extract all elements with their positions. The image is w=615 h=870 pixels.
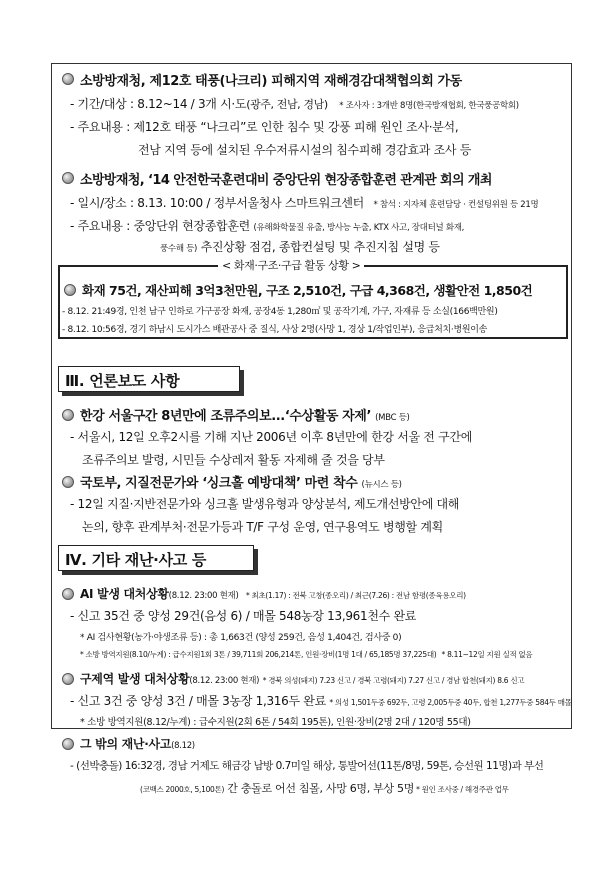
s2-date-label: - 일시/장소 : 8.13. 10:00 / 정부서울청사 스마트워크센터: [70, 196, 364, 210]
fmd-heading: [80, 670, 524, 687]
ai-line: - 신고 35건 중 양성 29건(음성 6) / 매몰 548농장 13,961천수 완료: [70, 609, 417, 623]
etc-line1: - (선박충돌) 16:32경, 경남 거제도 해금강 남방 0.7미일 해상, 통발어선(11톤/8명, 59톤, 승선원 11명)과 부선: [70, 760, 544, 772]
fmd-title: 구제역 발생 대처상황: [80, 672, 190, 686]
bullet-icon: [62, 409, 74, 421]
news2-line1: - 12일 지질·지반전문가와 싱크홀 발생유형과 양상분석, 제도개선방안에 대해: [70, 497, 460, 511]
fmd-line-text: - 신고 3건 중 양성 3건 / 매몰 3농장 1,316두 완료: [70, 694, 326, 708]
s2-content-2a: 풍수해 등): [160, 244, 198, 254]
fmd-sub: * 소방 방역지원(8.12/누계) : 급수지원(2회 6톤 / 54회 195톤), 인원·장비(2명 2대 / 120명 55대): [80, 717, 471, 728]
bullet-icon: [62, 673, 74, 685]
ai-sub2-note: * 8.11~12일 지원 실적 없음: [441, 650, 533, 659]
news2: [80, 472, 402, 491]
news1-line1: - 서울시, 12일 오후2시를 기해 지난 2006년 이후 8년만에 한강 서울 전 구간에: [70, 430, 472, 444]
fire-summary: 화재 75건, 재산피해 3억3천만원, 구조 2,510건, 구급 4,368건, 생활안전 1,850건: [82, 283, 533, 298]
ai-heading: [80, 585, 466, 602]
bullet-icon: [64, 284, 76, 296]
s1-period-label: - 기간/대상 : 8.12~14 / 3개 시·도: [70, 97, 247, 111]
news2-title: 국토부, 지질전문가와 ‘싱크홀 예방대책’ 마련 착수: [80, 476, 358, 491]
s2-date: [70, 194, 538, 211]
s2-title: 소방방재청, ‘14 안전한국훈련대비 중앙단위 현장종합훈련 관계관 회의 개최: [80, 173, 492, 188]
etc-line2a: (코백스 2000호, 5,100톤): [140, 785, 225, 794]
bullet-icon: [62, 738, 74, 750]
ai-title: AI 발생 대처상황: [80, 587, 169, 601]
s2-content-2: [160, 238, 440, 255]
bullet-icon: [62, 476, 74, 488]
fmd-line-note: * 의성 1,501두중 692두, 고령 2,005두중 40두, 합천 1,277두중 584두 매몰: [329, 698, 572, 707]
ai-sub2: [80, 649, 532, 660]
ai-time: (8.12. 23:00 현재): [168, 591, 239, 601]
s1-content-1: - 주요내용 : 제12호 태풍 “나크리”로 인한 침수 및 강풍 피해 원인 조사·분석,: [70, 120, 459, 134]
etc-heading: [80, 735, 195, 752]
ai-sub1: * AI 검사현황(농가·야생조류 등) : 총 1,663건 (양성 259건, 음성 1,404건, 검사중 0): [80, 633, 402, 643]
section-4-heading: Ⅳ. 기타 재난·사고 등: [58, 545, 254, 571]
fmd-line: [70, 692, 572, 709]
s2-content-1b: (유해화학물질 유출, 방사능 누출, KTX 사고, 장대터널 화재,: [253, 223, 465, 233]
news2-source: (뉴시스 등): [361, 480, 402, 490]
s1-title: 소방방재청, 제12호 태풍(나크리) 피해지역 재해경감대책협의회 가동: [80, 74, 462, 89]
etc-date: (8.12): [171, 741, 195, 751]
s2-date-note: * 참석 : 지자체 훈련담당 · 컨설팅위원 등 21명: [373, 200, 539, 210]
etc-line2c: * 원인 조사중 / 해경주관 업무: [414, 785, 509, 794]
news1-title: 한강 서울구간 8년만에 조류주의보...‘수상활동 자제’: [80, 409, 372, 424]
bullet-icon: [62, 73, 74, 85]
fmd-time: (8.12. 23:00 현재): [189, 676, 260, 686]
fmd-note: * 경북 의성(돼지) 7.23 신고 / 경북 고령(돼지) 7.27 신고 / 경남 합천(돼지) 8.6 신고: [262, 676, 525, 685]
s1-period: [70, 95, 519, 112]
s1-period-region: (광주, 전남, 경남): [246, 98, 328, 111]
news1: [80, 405, 410, 424]
bullet-icon: [62, 172, 74, 184]
etc-line2: [140, 780, 509, 796]
etc-line2b: 간 충돌로 어선 침몰, 사망 6명, 부상 5명: [224, 782, 415, 795]
news1-source: (MBC 등): [375, 413, 410, 423]
s2-content-1a: - 주요내용 : 중앙단위 현장종합훈련: [70, 219, 250, 233]
bullet-icon: [62, 588, 74, 600]
fire-item-2: - 8.12. 10:56경, 경기 하남시 도시가스 배관공사 중 질식, 사상 2명(사망 1, 경상 1/작업인부), 응급처치·병원이송: [62, 325, 488, 335]
ai-sub2-text: * 소방 방역지원(8.10/누계) : 급수지원1회 3톤 / 39,711회 206,214톤, 인원·장비(1명 1대 / 65,185명 37,225대): [80, 650, 437, 659]
s2-content-1: [70, 217, 464, 234]
news2-line2: 논의, 향후 관계부처·전문가등과 T/F 구성 운영, 연구용역도 병행할 계획: [82, 520, 443, 534]
etc-title: 그 밖의 재난·사고: [80, 737, 172, 751]
ai-note: * 최초(1.17) : 전북 고창(종오리) / 최근(7.26) : 전남 함평(종육용오리): [245, 591, 466, 600]
s2-content-2b: 추진상황 점검, 종합컨설팅 및 추진지침 설명 등: [197, 240, 440, 254]
fire-box-caption: < 화재·구조·구급 활동 상황 >: [218, 257, 364, 273]
section-3-heading: Ⅲ. 언론보도 사항: [58, 366, 240, 392]
s1-content-2: 전남 지역 등에 설치된 우수저류시설의 침수피해 경감효과 조사 등: [138, 143, 472, 157]
s1-period-note: * 조사자 : 3개반 8명(한국방재협회, 한국풍공학회): [339, 101, 519, 111]
news1-line2: 조류주의보 발령, 시민들 수상레저 활동 자제해 줄 것을 당부: [82, 453, 385, 467]
fire-item-1: - 8.12. 21:49경, 인천 남구 인하로 가구공장 화재, 공장4동 1,280㎡ 및 공작기계, 가구, 자재류 등 소실(166백만원): [62, 307, 498, 317]
